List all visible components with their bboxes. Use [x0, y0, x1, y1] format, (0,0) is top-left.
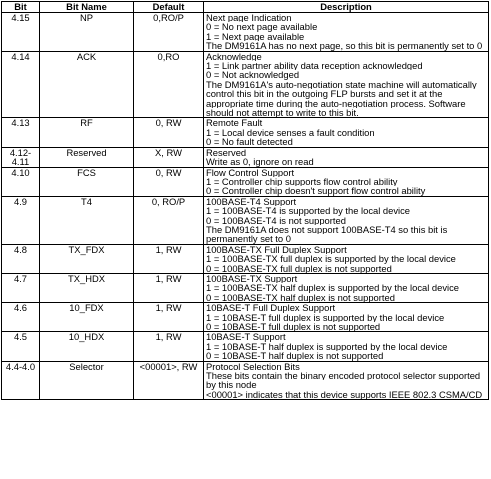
description-line: 1 = Next page available [206, 31, 305, 42]
bit-cell: 4.10 [2, 167, 40, 196]
description-line: 0 = No next page available [206, 22, 318, 32]
table-row [2, 13, 489, 52]
description-line: Flow Control Support [206, 167, 295, 177]
bit-name-cell: RF [40, 118, 134, 147]
description-line: 0 = Controller chip doesn't support flow control ability [206, 186, 426, 196]
table-row [2, 196, 489, 244]
header-description: Description [204, 2, 489, 13]
description-cell [204, 361, 489, 400]
default-cell: 1, RW [134, 332, 204, 361]
description-cell [204, 244, 489, 273]
description-line: Write as 0, ignore on read [206, 157, 314, 167]
bit-name-cell: TX_FDX [40, 244, 134, 273]
bit-cell: 4.13 [2, 118, 40, 147]
description-cell [204, 118, 489, 147]
description-line: 0 = No fault detected [206, 137, 293, 147]
bit-cell: 4.6 [2, 303, 40, 332]
description-line: 0 = Not acknowledged [206, 70, 300, 80]
default-cell: 1, RW [134, 244, 204, 273]
bit-name-cell: TX_HDX [40, 273, 134, 302]
bit-name-cell: 10_HDX [40, 332, 134, 361]
description-line: 0 = 10BASE-T full duplex is not supported [206, 322, 381, 332]
table-row [2, 273, 489, 302]
description-line: permanently set to 0 [206, 234, 291, 244]
description-line: The DM9161A has no next page, so this bit is permanently set to 0 [206, 41, 483, 51]
header-bit-name: Bit Name [40, 2, 134, 13]
description-cell [204, 13, 489, 52]
description-cell [204, 196, 489, 244]
description-line: 1 = 10BASE-T half duplex is supported by the local device [206, 341, 448, 352]
bit-cell: 4.5 [2, 332, 40, 361]
bit-name-cell: Selector [40, 361, 134, 400]
description-line: appropriate time during the auto-negotiation process. Software [206, 98, 466, 109]
description-line: 0 = 100BASE-TX full duplex is not supported [206, 263, 392, 273]
table-body [2, 13, 489, 400]
bit-cell: 4.14 [2, 51, 40, 118]
bit-name-cell: 10_FDX [40, 303, 134, 332]
description-line: Remote Fault [206, 118, 263, 128]
description-line: by this node [206, 380, 257, 390]
description-line: 1 = 100BASE-TX half duplex is supported by the local device [206, 283, 460, 293]
default-cell: 0,RO/P [134, 13, 204, 52]
bit-name-cell: T4 [40, 196, 134, 244]
bit-cell: 4.9 [2, 196, 40, 244]
description-line: should not attempt to write to this bit. [206, 108, 359, 118]
description-line: 100BASE-T4 Support [206, 196, 297, 207]
description-line: The DM9161A's auto-negotiation state machine will automatically [206, 79, 477, 90]
table-header-row [2, 2, 489, 13]
register-bit-table [1, 1, 489, 400]
description-cell [204, 273, 489, 302]
bit-name-cell: Reserved [40, 147, 134, 167]
bit-cell: 4.12-4.11 [2, 147, 40, 167]
default-cell: 0, RO/P [134, 196, 204, 244]
default-cell: 0, RW [134, 118, 204, 147]
description-cell [204, 147, 489, 167]
description-line: 100BASE-TX Support [206, 273, 298, 284]
table-row [2, 51, 489, 118]
description-line: 1 = 10BASE-T full duplex is supported by the local device [206, 312, 445, 322]
bit-cell: 4.4-4.0 [2, 361, 40, 400]
description-line: 10BASE-T Full Duplex Support [206, 303, 336, 313]
table-row [2, 332, 489, 361]
table-row [2, 167, 489, 196]
description-cell [204, 51, 489, 118]
description-line: 0 = 100BASE-T4 is not supported [206, 215, 346, 225]
description-line: 10BASE-T Support [206, 332, 286, 342]
description-line: 1 = 100BASE-T4 is supported by the local device [206, 206, 411, 216]
description-line: 1 = 100BASE-TX full duplex is supported by the local device [206, 254, 456, 264]
description-line: Reserved [206, 147, 247, 158]
description-line: Protocol Selection Bits [206, 361, 300, 372]
description-line: The DM9161A does not support 100BASE-T4 so this bit is [206, 224, 448, 235]
default-cell: X, RW [134, 147, 204, 167]
default-cell: <00001>, RW [134, 361, 204, 400]
table-row [2, 303, 489, 332]
table-row [2, 147, 489, 167]
default-cell: 1, RW [134, 273, 204, 302]
table-row [2, 118, 489, 147]
bit-cell: 4.7 [2, 273, 40, 302]
table-row [2, 244, 489, 273]
description-cell [204, 303, 489, 332]
bit-name-cell: ACK [40, 51, 134, 118]
bit-name-cell: NP [40, 13, 134, 52]
table-row [2, 361, 489, 400]
description-line: <00001> indicates that this device supports IEEE 802.3 CSMA/CD [206, 389, 483, 400]
bit-cell: 4.15 [2, 13, 40, 52]
description-line: 1 = Controller chip supports flow control ability [206, 176, 398, 187]
bit-name-cell: FCS [40, 167, 134, 196]
description-line: control this bit in the outgoing FLP bursts and set it at the [206, 89, 443, 99]
description-line: Acknowledge [206, 51, 262, 62]
header-default: Default [134, 2, 204, 13]
bit-cell: 4.8 [2, 244, 40, 273]
description-line: 100BASE-TX Full Duplex Support [206, 244, 347, 255]
default-cell: 1, RW [134, 303, 204, 332]
description-line: 0 = 100BASE-TX half duplex is not supported [206, 292, 395, 303]
description-cell [204, 167, 489, 196]
default-cell: 0,RO [134, 51, 204, 118]
header-bit: Bit [2, 2, 40, 13]
description-cell [204, 332, 489, 361]
description-line: Next page Indication [206, 13, 292, 23]
description-line: 0 = 10BASE-T half duplex is not supported [206, 351, 384, 361]
description-line: 1 = Local device senses a fault condition [206, 127, 375, 138]
description-line: 1 = Link partner ability data reception acknowledged [206, 61, 423, 71]
description-line: These bits contain the binary encoded protocol selector supported [206, 371, 481, 381]
default-cell: 0, RW [134, 167, 204, 196]
